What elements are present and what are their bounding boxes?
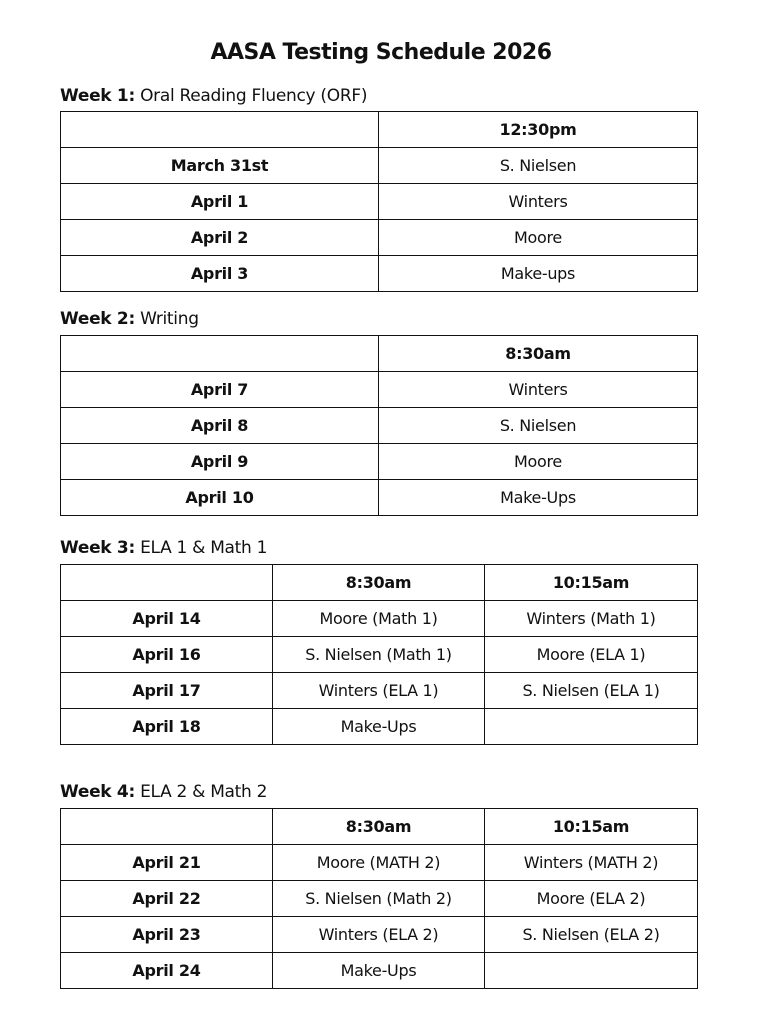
date-cell: April 21	[61, 845, 273, 881]
time-header: 8:30am	[273, 809, 485, 845]
empty-header-cell	[61, 809, 273, 845]
proctor-cell	[485, 709, 698, 745]
date-cell: April 9	[61, 444, 379, 480]
empty-header-cell	[61, 336, 379, 372]
week-label: Week 2:	[60, 309, 135, 329]
proctor-cell: Make-Ups	[273, 709, 485, 745]
proctor-cell: Make-Ups	[379, 480, 698, 516]
table-row	[61, 637, 698, 673]
proctor-cell: S. Nielsen	[379, 148, 698, 184]
week-subject: ELA 2 & Math 2	[140, 782, 268, 802]
table-row	[61, 673, 698, 709]
proctor-cell: Moore (ELA 1)	[485, 637, 698, 673]
proctor-cell: Moore	[379, 220, 698, 256]
week-subject: ELA 1 & Math 1	[140, 538, 268, 558]
date-cell: April 7	[61, 372, 379, 408]
week-4-heading	[60, 782, 267, 802]
week-label: Week 4:	[60, 782, 135, 802]
table-row	[61, 444, 698, 480]
table-row	[61, 709, 698, 745]
date-cell: April 22	[61, 881, 273, 917]
time-header: 12:30pm	[379, 112, 698, 148]
date-cell: April 24	[61, 953, 273, 989]
date-cell: April 1	[61, 184, 379, 220]
date-cell: April 16	[61, 637, 273, 673]
week-label: Week 3:	[60, 538, 135, 558]
date-cell: April 23	[61, 917, 273, 953]
proctor-cell: S. Nielsen (ELA 2)	[485, 917, 698, 953]
proctor-cell: S. Nielsen (Math 2)	[273, 881, 485, 917]
time-header: 8:30am	[273, 565, 485, 601]
table-row	[61, 408, 698, 444]
week-1-heading	[60, 86, 367, 106]
table-row	[61, 917, 698, 953]
date-cell: April 8	[61, 408, 379, 444]
table-row	[61, 953, 698, 989]
table-row	[61, 845, 698, 881]
proctor-cell: Winters (ELA 1)	[273, 673, 485, 709]
week-2-schedule-table	[60, 335, 698, 516]
table-row	[61, 601, 698, 637]
time-header: 8:30am	[379, 336, 698, 372]
page-title: AASA Testing Schedule 2026	[210, 40, 552, 65]
empty-header-cell	[61, 112, 379, 148]
date-cell: March 31st	[61, 148, 379, 184]
table-header-row	[61, 809, 698, 845]
proctor-cell: Moore (MATH 2)	[273, 845, 485, 881]
proctor-cell: S. Nielsen (ELA 1)	[485, 673, 698, 709]
date-cell: April 2	[61, 220, 379, 256]
week-1-schedule-table	[60, 111, 698, 292]
proctor-cell: Winters (Math 1)	[485, 601, 698, 637]
table-row	[61, 881, 698, 917]
table-row	[61, 184, 698, 220]
table-header-row	[61, 565, 698, 601]
date-cell: April 17	[61, 673, 273, 709]
proctor-cell: Winters (ELA 2)	[273, 917, 485, 953]
table-header-row	[61, 336, 698, 372]
table-row	[61, 480, 698, 516]
week-2-heading	[60, 309, 199, 329]
week-4-schedule-table	[60, 808, 698, 989]
week-label: Week 1:	[60, 86, 135, 106]
proctor-cell: Winters	[379, 184, 698, 220]
week-3-heading	[60, 538, 267, 558]
proctor-cell: Make-Ups	[273, 953, 485, 989]
date-cell: April 3	[61, 256, 379, 292]
week-subject: Oral Reading Fluency (ORF)	[140, 86, 368, 106]
proctor-cell: Moore (Math 1)	[273, 601, 485, 637]
date-cell: April 18	[61, 709, 273, 745]
proctor-cell: S. Nielsen (Math 1)	[273, 637, 485, 673]
table-row	[61, 372, 698, 408]
empty-header-cell	[61, 565, 273, 601]
table-row	[61, 256, 698, 292]
time-header: 10:15am	[485, 565, 698, 601]
proctor-cell: S. Nielsen	[379, 408, 698, 444]
table-row	[61, 220, 698, 256]
date-cell: April 10	[61, 480, 379, 516]
table-row	[61, 148, 698, 184]
proctor-cell	[485, 953, 698, 989]
proctor-cell: Moore (ELA 2)	[485, 881, 698, 917]
week-3-schedule-table	[60, 564, 698, 745]
proctor-cell: Moore	[379, 444, 698, 480]
proctor-cell: Winters (MATH 2)	[485, 845, 698, 881]
proctor-cell: Winters	[379, 372, 698, 408]
proctor-cell: Make-ups	[379, 256, 698, 292]
week-subject: Writing	[140, 309, 199, 329]
time-header: 10:15am	[485, 809, 698, 845]
table-header-row	[61, 112, 698, 148]
date-cell: April 14	[61, 601, 273, 637]
